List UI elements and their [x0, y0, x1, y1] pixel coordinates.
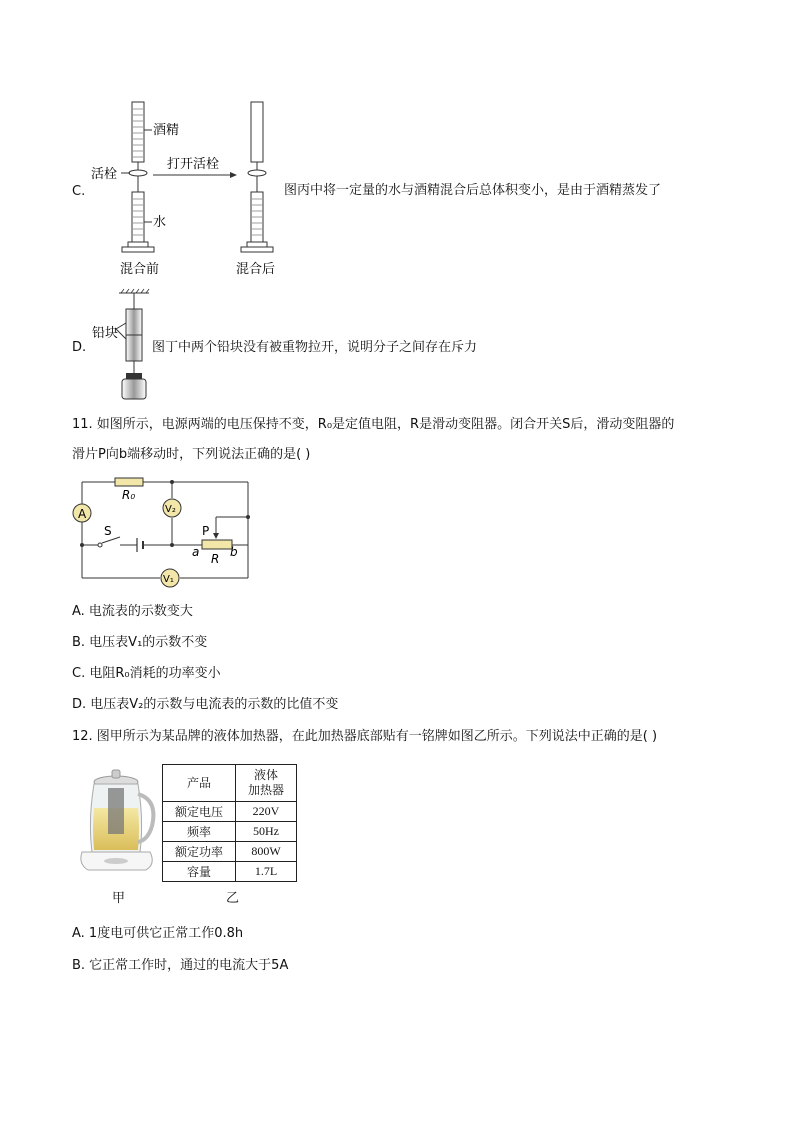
option-d-text: 图丁中两个铅块没有被重物拉开，说明分子之间存在斥力: [152, 340, 478, 355]
slider-label: P: [202, 524, 210, 538]
table-cell: 频率: [163, 822, 236, 842]
label-before: 混合前: [120, 262, 160, 277]
label-after: 混合后: [236, 262, 276, 277]
table-row: [163, 765, 297, 802]
table-row: [163, 802, 297, 822]
label-lead: 铅块: [92, 326, 119, 341]
table-row: [163, 842, 297, 862]
table-cell: 容量: [163, 862, 236, 882]
table-cell: 800W: [236, 842, 297, 862]
label-jia: 甲: [112, 891, 126, 906]
resistor-r0: [115, 478, 143, 486]
q12-option-b: B. 它正常工作时，通过的电流大于5A: [72, 958, 289, 973]
table-head-val: 液体 加热器: [236, 765, 297, 802]
lead-blocks-diagram: [88, 285, 158, 403]
circuit-diagram: [70, 475, 260, 590]
slider-arrow: [213, 533, 219, 539]
table-cell: 1.7L: [236, 862, 297, 882]
rheostat-label: R: [211, 552, 220, 566]
q12-stem: 12. 图甲所示为某品牌的液体加热器，在此加热器底部贴有一铭牌如图乙所示。下列说法中正确的是( ): [72, 729, 658, 744]
lead-block-top: [126, 309, 142, 335]
end-b-label: b: [230, 545, 238, 559]
v2-label: V₂: [165, 504, 176, 515]
q11-option-c: C. 电阻R₀消耗的功率变小: [72, 666, 221, 681]
label-open-valve: 打开活栓: [167, 157, 220, 172]
rheostat: [202, 540, 232, 549]
q11-stem-line2: 滑片P向b端移动时，下列说法正确的是( ): [72, 447, 311, 462]
empty-tube: [251, 102, 263, 162]
q11-option-b: B. 电压表V₁的示数不变: [72, 635, 208, 650]
q11-option-a: A. 电流表的示数变大: [72, 604, 193, 619]
table-cell: 额定电压: [163, 802, 236, 822]
v1-label: V₁: [163, 574, 174, 585]
label-yi: 乙: [226, 891, 240, 906]
weight: [122, 379, 146, 399]
option-d-marker: D.: [72, 340, 87, 355]
table-cell: 额定功率: [163, 842, 236, 862]
q11-option-d: D. 电压表V₂的示数与电流表的示数的比值不变: [72, 697, 339, 712]
label-water: 水: [153, 215, 167, 230]
liquid-heater-image: [74, 760, 164, 885]
valve: [129, 170, 147, 176]
option-c-marker: C.: [72, 184, 86, 199]
nameplate-table: [162, 764, 297, 882]
table-row: [163, 822, 297, 842]
q12-option-a: A. 1度电可供它正常工作0.8h: [72, 926, 244, 941]
switch: [98, 543, 102, 547]
cylinder-mixing-diagram: [85, 95, 285, 280]
alcohol-tube: [132, 102, 144, 162]
q11-stem-line1: 11. 如图所示，电源两端的电压保持不变，R₀是定值电阻，R是滑动变阻器。闭合开关S后，滑动变阻器的: [72, 417, 675, 432]
lead-block-bottom: [126, 335, 142, 361]
table-head-key: 产品: [163, 765, 236, 802]
table-cell: 50Hz: [236, 822, 297, 842]
label-alcohol: 酒精: [153, 123, 180, 138]
r0-label: R₀: [122, 488, 136, 502]
ammeter-label: A: [78, 507, 87, 521]
label-valve: 活栓: [91, 167, 118, 182]
option-c-text: 图丙中将一定量的水与酒精混合后总体积变小，是由于酒精蒸发了: [284, 183, 662, 198]
switch-label: S: [104, 524, 112, 538]
table-row: [163, 862, 297, 882]
table-cell: 220V: [236, 802, 297, 822]
end-a-label: a: [192, 545, 200, 559]
